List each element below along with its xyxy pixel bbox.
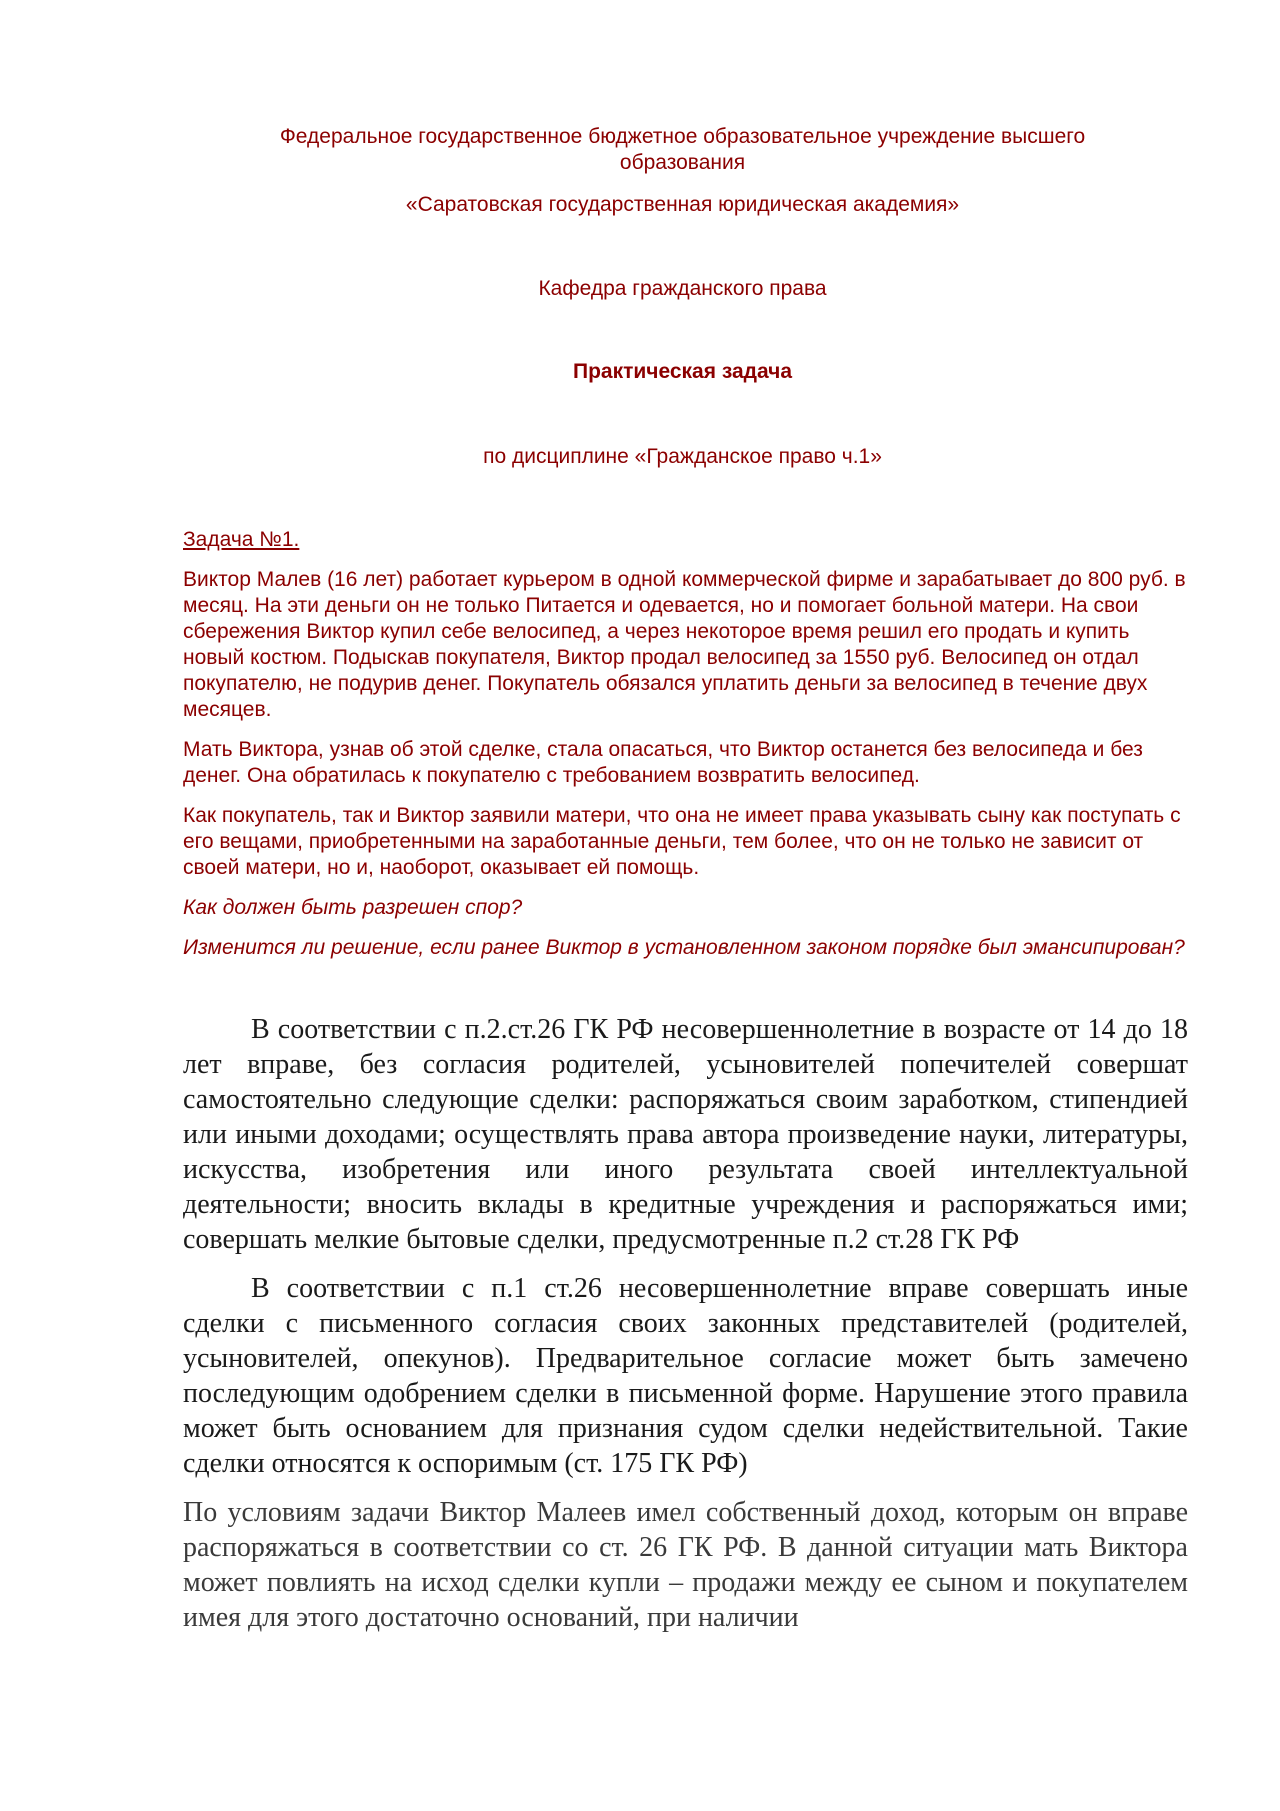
answer-section bbox=[183, 1012, 1188, 1635]
task-question-2: Изменится ли решение, если ранее Виктор в установленном законом порядке был эмансипирован? bbox=[183, 936, 1185, 959]
task-paragraph-1: Виктор Малев (16 лет) работает курьером в одной коммерческой фирме и зарабатывает до 800 руб. в месяц. На эти деньги он не только Питается и одевается, но и помогает больной матери. На свои сбережения Виктор купил себе велосипед, а через некоторое время решил его продать и купить новый костюм. Подыскав покупателя, Виктор продал велосипед за 1550 руб. Велосипед он отдал покупателю, не подурив денег. Покупатель обязался уплатить деньги за велосипед в течение двух месяцев. bbox=[183, 568, 1186, 721]
task-question-1: Как должен быть разрешен спор? bbox=[183, 896, 523, 919]
department-name: Кафедра гражданского права bbox=[538, 277, 827, 300]
task-section bbox=[183, 527, 1193, 975]
institution-name: Федеральное государственное бюджетное образовательное учреждение высшего образования bbox=[279, 125, 1086, 174]
task-paragraph-2: Мать Виктора, узнав об этой сделке, стала опасаться, что Виктор останется без велосипеда и без денег. Она обратилась к покупателю с требованием возвратить велосипед. bbox=[183, 738, 1143, 787]
task-heading: Задача №1. bbox=[183, 528, 300, 551]
discipline-name: по дисциплине «Гражданское право ч.1» bbox=[483, 445, 882, 468]
document-type: Практическая задача bbox=[572, 360, 793, 383]
answer-paragraph-1: В соответствии с п.2.ст.26 ГК РФ несовершеннолетние в возрасте от 14 до 18 лет вправе, без согласия родителей, усыновителей попечителей совершат самостоятельно следующие сделки: распоряжаться своим заработком, стипендией или иными доходами; осуществлять права автора произведение науки, литературы, искусства, изобретения или иного результата своей интеллектуальной деятельности; вносить вклады в кредитные учреждения и распоряжаться ими; совершать мелкие бытовые сделки, предусмотренные п.2 ст.28 ГК РФ bbox=[183, 1014, 1188, 1255]
answer-paragraph-3: По условиям задачи Виктор Малеев имел собственный доход, которым он вправе распоряжаться в соответствии со ст. 26 ГК РФ. В данной ситуации мать Виктора может повлиять на исход сделки купли – продажи между ее сыном и покупателем имея для этого достаточно оснований, при наличии bbox=[183, 1497, 1188, 1633]
task-paragraph-3: Как покупатель, так и Виктор заявили матери, что она не имеет права указывать сыну как поступать с его вещами, приобретенными на заработанные деньги, тем более, что он не только не зависит от своей матери, но и, наоборот, оказывает ей помощь. bbox=[183, 804, 1181, 879]
academy-name: «Саратовская государственная юридическая академия» bbox=[405, 193, 960, 216]
answer-paragraph-2: В соответствии с п.1 ст.26 несовершеннолетние вправе совершать иные сделки с письменного согласия своих законных представителей (родителей, усыновителей, опекунов). Предварительное согласие может быть замечено последующим одобрением сделки в письменной форме. Нарушение этого правила может быть основанием для признания судом сделки недействительной. Такие сделки относятся к оспоримым (ст. 175 ГК РФ) bbox=[183, 1273, 1188, 1479]
